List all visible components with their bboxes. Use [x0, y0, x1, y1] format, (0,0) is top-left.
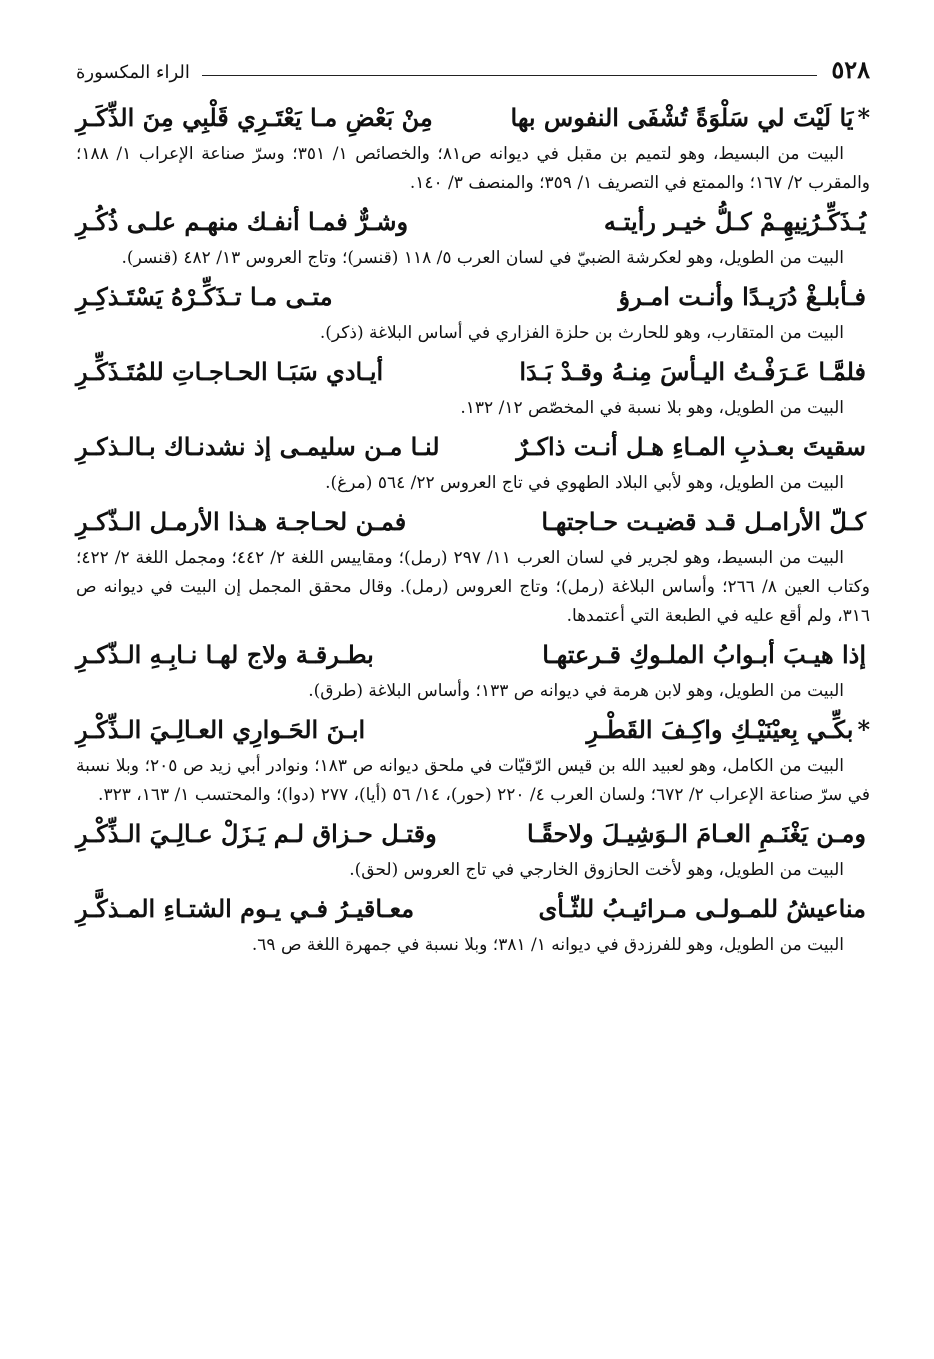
verse-line: [76, 504, 870, 540]
verse-line: [76, 429, 870, 465]
first-hemistich-text: كـلّ الأرامـل قـد قضيـت حـاجتهـا: [541, 507, 866, 536]
first-hemistich: [539, 891, 871, 927]
entries-list: [76, 100, 870, 960]
second-hemistich: لنـا مـن سليمـى إذ نشدنـاك بـالـذكـرِ: [76, 432, 440, 461]
verse-entry: [76, 504, 870, 631]
verse-line: [76, 100, 870, 136]
first-hemistich: [511, 100, 871, 136]
page-header: [76, 48, 870, 82]
verse-entry: [76, 637, 870, 706]
verse-line: [76, 816, 870, 852]
first-hemistich: [587, 712, 870, 748]
verse-source-note: البيت من الكامل، وهو لعبيد الله بن قيس الرّقيّات في ملحق ديوانه ص ١٨٣؛ ونوادر أبي زيد ص ٢٠٥؛ وبلا نسبة في سرّ صناعة الإعراب ٢/ ٦٧٢؛ ولسان العرب ٤/ ٢٢٠ (حور)، ١٤/ ٥٦ (أيا)، ٢٧٧ (دوا)؛ والمحتسب ١/ ١٦٣، ٣٢٣.: [76, 756, 870, 805]
header-rule: [202, 75, 817, 76]
first-hemistich-text: مناعيشُ للمـولـى مـرائيـبُ للثّـأى: [538, 894, 866, 923]
verse-entry: [76, 100, 870, 198]
verse-entry: [76, 429, 870, 498]
first-hemistich: [619, 279, 871, 315]
verse-entry: [76, 891, 870, 960]
verse-line: [76, 204, 870, 240]
second-hemistich: متـى مـا تـذَكِّـرْهُ يَسْتَـذكِـرِ: [76, 282, 333, 311]
first-hemistich-text: بكِّـي بِعيْنَيْـكِ واكِـفَ القَطْـرِ: [586, 715, 854, 744]
second-hemistich: أيـادي سَبَـا الحـاجـاتِ للمُتَـذَكِّـرِ: [76, 357, 384, 386]
verse-source-note: البيت من الطويل، وهو لأبي البلاد الطهوي في تاج العروس ٢٢/ ٥٦٤ (مرغ).: [325, 473, 844, 493]
verse-entry: [76, 354, 870, 423]
verse-line: [76, 279, 870, 315]
verse-source-note: البيت من الطويل، وهو للفرزدق في ديوانه ١/ ٣٨١؛ وبلا نسبة في جمهرة اللغة ص ٦٩.: [251, 935, 844, 955]
second-hemistich: معـاقيـرُ فـي يـوم الشتـاءِ المـذكَّـرِ: [76, 894, 415, 923]
verse-entry: [76, 279, 870, 348]
first-hemistich-text: يَا لَيْتَ لي سَلْوَةً تُشْفَى النفوس بها: [510, 103, 854, 132]
second-hemistich: ابـنَ الحَـوارِي العـالِـيَ الـذِّكْـرِ: [76, 715, 366, 744]
verse-source-note: البيت من الطويل، وهو لابن هرمة في ديوانه ص ١٣٣؛ وأساس البلاغة (طرق).: [308, 681, 844, 701]
first-hemistich: [542, 637, 870, 673]
verse-line: [76, 637, 870, 673]
running-head: الراء المكسورة: [76, 62, 190, 83]
second-hemistich: وقتـل حـزاق لـم يَـزَلْ عـالِـيَ الـذِّكْـرِ: [76, 819, 437, 848]
verse-source-note: البيت من الطويل، وهو لأخت الحازوق الخارجي في تاج العروس (لحق).: [349, 860, 844, 880]
verse-source-note: البيت من المتقارب، وهو للحارث بن حلزة الفزاري في أساس البلاغة (ذكر).: [319, 323, 844, 343]
first-hemistich-text: فـأبلـغْ دُرَيـدًا وأنـت امـرؤ: [618, 282, 866, 311]
verse-entry: [76, 204, 870, 273]
verse-entry: [76, 712, 870, 810]
verse-line: [76, 712, 870, 748]
second-hemistich: وشـرٌّ فمـا أنفـك منهـم علـى ذُكُـرِ: [76, 207, 409, 236]
first-hemistich-text: يُـذَكِّـرُنِيهِـمْ كـلُّ خيـر رأيتـه: [603, 207, 866, 236]
citation-star-marker: *: [857, 715, 870, 744]
verse-source-note: البيت من الطويل، وهو بلا نسبة في المخصّص ١٢/ ١٣٢.: [460, 398, 844, 418]
verse-line: [76, 891, 870, 927]
verse-entry: [76, 816, 870, 885]
first-hemistich: [527, 816, 870, 852]
first-hemistich: [519, 354, 870, 390]
first-hemistich: [604, 204, 870, 240]
first-hemistich-text: إذا هيـبَ أبـوابُ الملـوكِ قـرعتهـا: [542, 640, 866, 669]
verse-source-note: البيت من البسيط، وهو لتميم بن مقبل في ديوانه ص٨١؛ والخصائص ١/ ٣٥١؛ وسرّ صناعة الإعراب ١/ ١٨٨؛ والمقرب ٢/ ١٦٧؛ والممتع في التصريف ١/ ٣٥٩؛ والمنصف ٣/ ١٤٠.: [76, 144, 870, 193]
page-number: ٥٢٨: [831, 55, 870, 84]
first-hemistich-text: ومـن يَغْنَـمِ العـامَ الـوَشِيـلَ ولاحقًـا: [527, 819, 866, 848]
first-hemistich: [541, 504, 870, 540]
second-hemistich: مِنْ بَعْضِ مـا يَعْتَـرِي قَلْبِي مِنَ الذِّكَـرِ: [76, 103, 433, 132]
second-hemistich: فمـن لحـاجـة هـذا الأرمـل الـذّكـرِ: [76, 507, 407, 536]
verse-source-note: البيت من البسيط، وهو لجرير في لسان العرب ١١/ ٢٩٧ (رمل)؛ ومقاييس اللغة ٢/ ٤٤٢؛ ومجمل اللغة ٢/ ٤٢٢؛ وكتاب العين ٨/ ٢٦٦؛ وأساس البلاغة (رمل)؛ وتاج العروس (رمل). وقال محقق المجمل إن البيت في ديوانه ص ٣١٦، ولم أقع عليه في الطبعة التي أعتمدها.: [76, 548, 870, 626]
first-hemistich: [516, 429, 870, 465]
first-hemistich-text: فلمَّـا عَـرَفْـتُ اليـأسَ مِنـهُ وقـدْ بَـدَا: [519, 357, 866, 386]
verse-line: [76, 354, 870, 390]
citation-star-marker: *: [857, 103, 870, 132]
first-hemistich-text: سقيتَ بعـذبِ المـاءِ هـل أنـت ذاكـرٌ: [516, 432, 866, 461]
verse-source-note: البيت من الطويل، وهو لعكرشة الضبيّ في لسان العرب ٥/ ١١٨ (قنسر)؛ وتاج العروس ١٣/ ٤٨٢ (قنسر).: [121, 248, 844, 268]
second-hemistich: بطـرقـة ولاج لهـا نـابِـهِ الـذّكـرِ: [76, 640, 374, 669]
